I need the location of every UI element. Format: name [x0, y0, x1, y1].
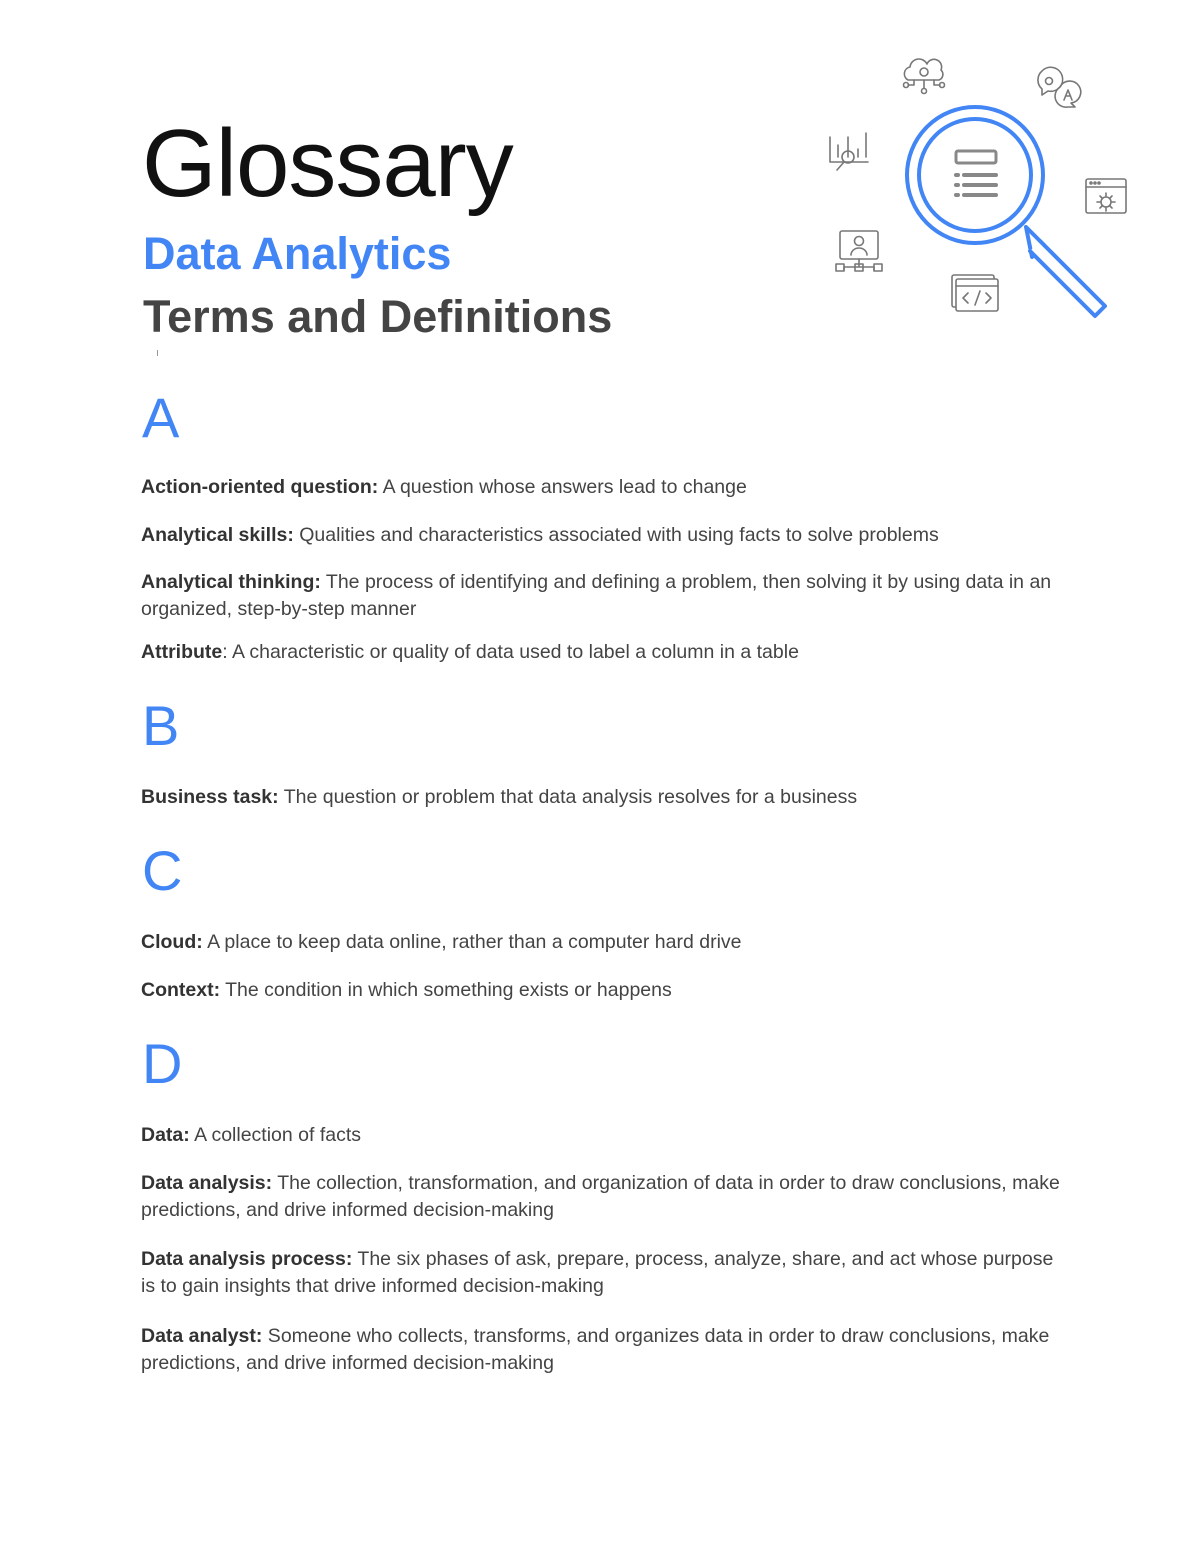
section-letter-a: A	[142, 386, 180, 449]
glossary-entry	[141, 1323, 1061, 1377]
glossary-entry	[141, 522, 1061, 549]
entry-term: Analytical thinking:	[141, 571, 321, 593]
entry-definition: A place to keep data online, rather than a computer hard drive	[202, 931, 742, 953]
entry-definition: The collection, transformation, and organization of data in order to draw conclusions, make predictions, and drive informed decision-making	[141, 1172, 1060, 1221]
entry-term: Data analyst:	[141, 1325, 263, 1347]
entry-term: Attribute	[141, 641, 223, 663]
glossary-entry	[141, 1170, 1061, 1224]
entry-term: Context:	[141, 979, 221, 1001]
entry-term: Data analysis:	[141, 1172, 273, 1194]
decorative-mark	[157, 350, 158, 356]
entry-term: Business task:	[141, 786, 279, 808]
entry-definition: The six phases of ask, prepare, process, analyze, share, and act whose purpose is to gain insights that drive informed decision-making	[141, 1248, 1054, 1297]
entry-definition: A question whose answers lead to change	[378, 476, 747, 498]
cloud-network-icon	[904, 59, 945, 93]
page-title: Glossary	[142, 110, 513, 217]
entry-definition: The process of identifying and defining a problem, then solving it by using data in an organized, step-by-step manner	[141, 571, 1052, 620]
code-window-icon	[952, 275, 998, 311]
glossary-entry	[141, 1246, 1061, 1300]
page-subtitle-secondary: Terms and Definitions	[143, 291, 613, 342]
glossary-entry	[141, 1122, 1061, 1149]
settings-window-icon	[1086, 179, 1126, 213]
section-letter-d: D	[142, 1032, 183, 1095]
entry-definition: : A characteristic or quality of data used to label a column in a table	[222, 641, 799, 663]
glossary-entry	[141, 639, 1061, 666]
entry-definition: A collection of facts	[189, 1124, 362, 1146]
entry-term: Analytical skills:	[141, 524, 294, 546]
header-illustration	[820, 45, 1140, 320]
page-subtitle: Data Analytics	[143, 228, 452, 279]
entry-definition: The condition in which something exists or happens	[220, 979, 672, 1001]
entry-term: Action-oriented question:	[141, 476, 379, 498]
section-letter-b: B	[142, 694, 180, 757]
entry-term: Data analysis process:	[141, 1248, 353, 1270]
glossary-entry	[141, 929, 1061, 956]
glossary-entry	[141, 977, 1061, 1004]
glossary-entry	[141, 784, 1061, 811]
entry-definition: Someone who collects, transforms, and organizes data in order to draw conclusions, make predictions, and drive informed decision-making	[141, 1325, 1050, 1374]
glossary-entry	[141, 474, 1061, 501]
magnifier-list-icon	[907, 107, 1105, 316]
user-hierarchy-icon	[836, 231, 882, 271]
chart-search-icon	[830, 133, 868, 170]
entry-definition: The question or problem that data analysis resolves for a business	[278, 786, 858, 808]
entry-term: Cloud:	[141, 931, 203, 953]
glossary-entry	[141, 569, 1061, 623]
section-letter-c: C	[142, 839, 183, 902]
entry-term: Data:	[141, 1124, 190, 1146]
entry-definition: Qualities and characteristics associated with using facts to solve problems	[293, 524, 939, 546]
chat-qa-icon	[1038, 67, 1081, 107]
